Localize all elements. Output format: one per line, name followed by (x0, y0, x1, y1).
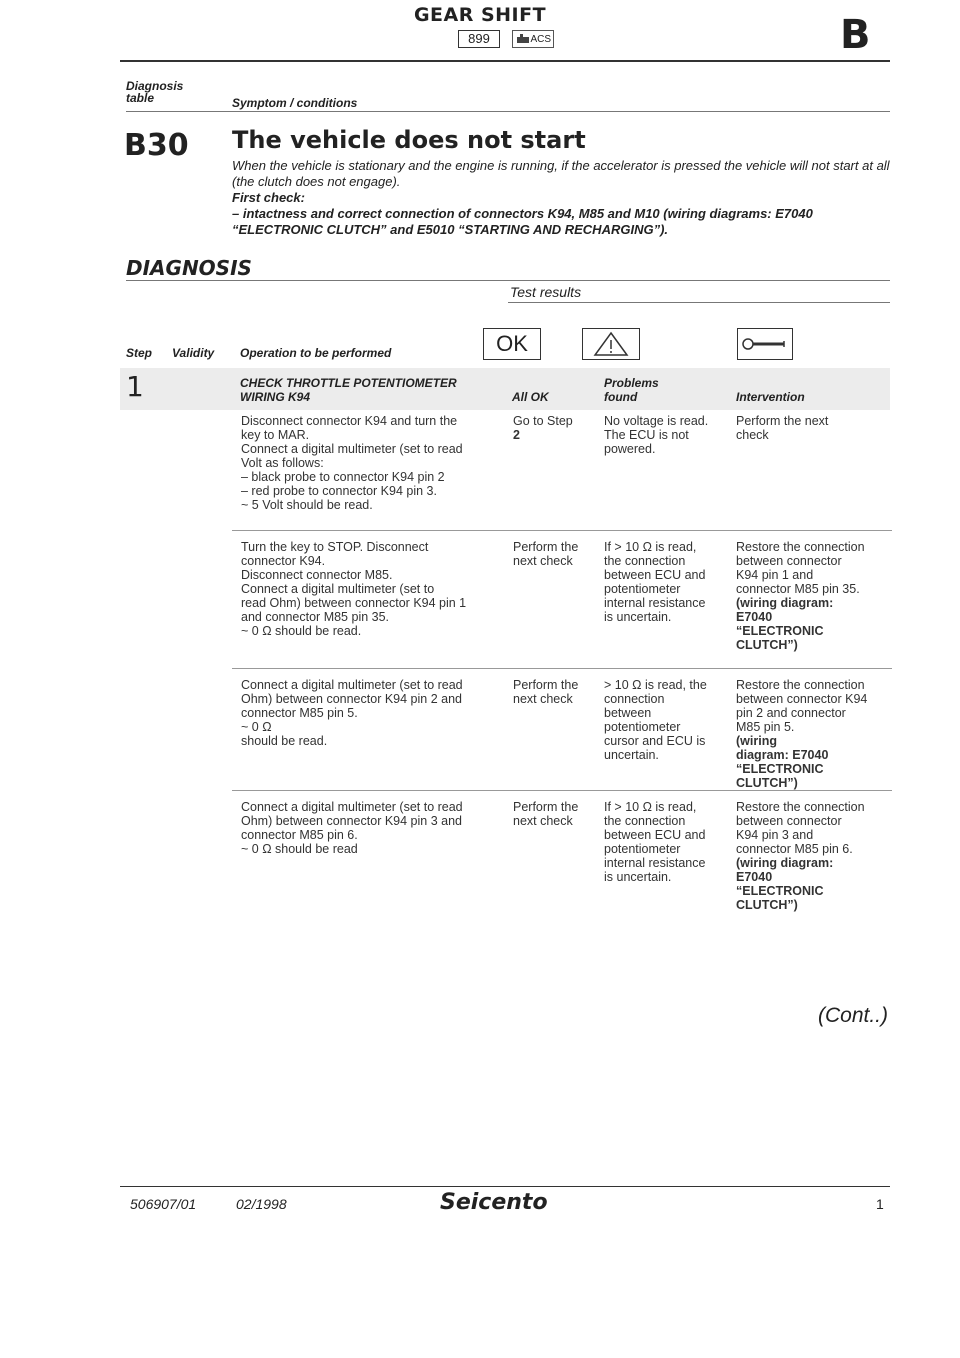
row-1-intervention (736, 414, 828, 442)
operation-line: Disconnect connector K94 and turn the (241, 414, 458, 428)
problems-line: connection (604, 692, 665, 706)
problems-line: If > 10 Ω is read, (604, 540, 697, 554)
problems-line: cursor and ECU is (604, 734, 706, 748)
row-4-ok (513, 800, 578, 828)
row-4-operation (241, 800, 463, 856)
problems-line: the connection (604, 814, 686, 828)
operation-line: Connect a digital multimeter (set to read (241, 800, 463, 814)
ok-icon: OK (483, 328, 541, 360)
intervention-line: M85 pin 5. (736, 720, 795, 734)
intervention-line: Restore the connection (736, 800, 865, 814)
col-step: Step (126, 346, 153, 360)
operation-line: key to MAR. (241, 428, 310, 442)
test-results-label: Test results (510, 284, 582, 300)
row-2-problems (604, 540, 705, 624)
symptom-title: The vehicle does not start (232, 126, 586, 154)
problems-line: potentiometer (604, 582, 681, 596)
row-1-operation (241, 414, 463, 512)
problems-line: internal resistance (604, 596, 706, 610)
operation-line: and connector M85 pin 35. (241, 610, 390, 624)
footer-rule (120, 1186, 890, 1187)
acs-label: ACS (530, 34, 551, 45)
intervention-line: connector M85 pin 6. (736, 842, 853, 856)
operation-line: Disconnect connector M85. (241, 568, 393, 582)
row-1-ok (513, 414, 573, 442)
page-header-title: GEAR SHIFT (413, 4, 547, 26)
row-2-intervention (736, 540, 865, 652)
operation-line: Ohm) between connector K94 pin 2 and (241, 692, 462, 706)
intervention-line: K94 pin 3 and (736, 828, 814, 842)
row-1-problems (604, 414, 708, 456)
intervention-line: connector M85 pin 35. (736, 582, 860, 596)
operation-line: ~ 0 Ω should be read (241, 842, 358, 856)
row-2-operation (241, 540, 466, 638)
continued-label: (Cont..) (818, 1004, 889, 1027)
operation-line: ~ 0 Ω should be read. (241, 624, 362, 638)
operation-line: read Ohm) between connector K94 pin 1 (241, 596, 467, 610)
ok-line: next check (513, 692, 573, 706)
doc-date: 02/1998 (236, 1196, 287, 1212)
operation-line: – red probe to connector K94 pin 3. (241, 484, 437, 498)
intervention-line: check (736, 428, 769, 442)
problems-found-label (604, 376, 659, 404)
operation-line: ~ 5 Volt should be read. (241, 498, 373, 512)
problems-line1: Problems (604, 376, 659, 390)
col-validity: Validity (172, 346, 215, 360)
acs-badge (512, 30, 554, 48)
intervention-line: Perform the next (736, 414, 829, 428)
col-operation: Operation to be performed (240, 346, 392, 360)
test-results-rule (508, 302, 890, 303)
step-title-line1: CHECK THROTTLE POTENTIOMETER (240, 376, 457, 390)
intervention-wiring-line: E7040 (736, 870, 773, 884)
problems-line: is uncertain. (604, 610, 672, 624)
intervention-line: pin 2 and connector (736, 706, 846, 720)
row-separator (232, 530, 892, 531)
step-title (240, 376, 457, 404)
diagnosis-rule (126, 280, 890, 281)
problems-line: potentiometer (604, 842, 681, 856)
ok-line: next check (513, 554, 573, 568)
operation-line: Volt as follows: (241, 456, 324, 470)
ok-line: next check (513, 814, 573, 828)
problems-line: between ECU and (604, 568, 706, 582)
operation-line: Connect a digital multimeter (set to read (241, 442, 463, 456)
operation-line: Turn the key to STOP. Disconnect (241, 540, 429, 554)
gearbox-icon (516, 34, 530, 45)
step-number: 1 (126, 370, 144, 403)
diagnosis-heading: DIAGNOSIS (126, 256, 252, 280)
row-2-ok (513, 540, 578, 568)
problems-line: > 10 Ω is read, the (604, 678, 707, 692)
section-code-box: 899 (458, 30, 500, 48)
operation-line: Connect a digital multimeter (set to (241, 582, 435, 596)
ok-line: 2 (513, 428, 520, 442)
ok-line: Go to Step (513, 414, 573, 428)
intervention-wiring-line: (wiring diagram: (736, 856, 834, 870)
diagnosis-table-label: Diagnosis table (126, 79, 184, 105)
row-4-intervention (736, 800, 865, 912)
intervention-wiring-line: CLUTCH”) (736, 638, 798, 652)
step-title-line2: WIRING K94 (240, 390, 311, 404)
row-3-operation (241, 678, 463, 748)
intervention-wiring-line: “ELECTRONIC (736, 624, 824, 638)
intervention-wiring-line: E7040 (736, 610, 773, 624)
problems-line: uncertain. (604, 748, 659, 762)
ok-line: Perform the (513, 678, 579, 692)
first-check-text: – intactness and correct connection of connectors K94, M85 and M10 (wiring diagrams: E7040 “ELECTRONIC CLUTCH” and E5010 “STARTING AND RECHARGING”). (232, 206, 813, 237)
problems-line: internal resistance (604, 856, 706, 870)
doc-number: 506907/01 (130, 1196, 197, 1212)
problems-line2: found (604, 390, 638, 404)
problems-line: No voltage is read. (604, 414, 709, 428)
first-check-label: First check: (232, 190, 305, 205)
intervention-line: Restore the connection (736, 540, 865, 554)
problems-line: the connection (604, 554, 686, 568)
problems-line: between (604, 706, 652, 720)
brand-logo: Seicento (440, 1190, 548, 1215)
operation-line: – black probe to connector K94 pin 2 (241, 470, 445, 484)
intervention-line: between connector (736, 554, 842, 568)
row-3-problems (604, 678, 707, 762)
intervention-wiring-line: “ELECTRONIC (736, 762, 824, 776)
intervention-wiring-line: diagram: E7040 (736, 748, 829, 762)
operation-line: should be read. (241, 734, 328, 748)
operation-line: Connect a digital multimeter (set to read (241, 678, 463, 692)
section-letter: B (840, 12, 871, 58)
intervention-wiring-line: (wiring (736, 734, 777, 748)
symptom-conditions-label: Symptom / conditions (232, 96, 358, 110)
intervention-wiring-line: CLUTCH”) (736, 898, 798, 912)
row-separator (232, 668, 892, 669)
row-3-ok (513, 678, 578, 706)
page-number: 1 (876, 1196, 884, 1212)
row-3-intervention (736, 678, 867, 790)
operation-line: connector M85 pin 6. (241, 828, 358, 842)
intervention-wiring-line: CLUTCH”) (736, 776, 798, 790)
intervention-line: Restore the connection (736, 678, 865, 692)
operation-line: ~ 0 Ω (241, 720, 272, 734)
problems-line: potentiometer (604, 720, 681, 734)
problems-line: between ECU and (604, 828, 706, 842)
symptom-description-text: When the vehicle is stationary and the engine is running, if the accelerator is pressed the vehicle will not start at all (the clutch does not engage). (232, 158, 890, 189)
ok-line: Perform the (513, 540, 579, 554)
intervention-line: between connector K94 (736, 692, 868, 706)
row-separator (232, 790, 892, 791)
label-rule (126, 111, 890, 112)
intervention-line: between connector (736, 814, 842, 828)
row-4-problems (604, 800, 705, 884)
operation-line: connector K94. (241, 554, 326, 568)
wrench-icon (737, 328, 793, 360)
warning-icon (582, 328, 640, 360)
intervention-wiring-line: “ELECTRONIC (736, 884, 824, 898)
problems-line: is uncertain. (604, 870, 672, 884)
problems-line: If > 10 Ω is read, (604, 800, 697, 814)
operation-line: connector M85 pin 5. (241, 706, 358, 720)
all-ok-label: All OK (512, 390, 549, 404)
intervention-line: K94 pin 1 and (736, 568, 814, 582)
problems-line: powered. (604, 442, 656, 456)
intervention-wiring-line: (wiring diagram: (736, 596, 834, 610)
header-rule (120, 60, 890, 62)
problems-line: The ECU is not (604, 428, 689, 442)
intervention-label: Intervention (736, 390, 805, 404)
ok-line: Perform the (513, 800, 579, 814)
symptom-description (232, 158, 902, 238)
symptom-code: B30 (124, 128, 189, 163)
operation-line: Ohm) between connector K94 pin 3 and (241, 814, 462, 828)
